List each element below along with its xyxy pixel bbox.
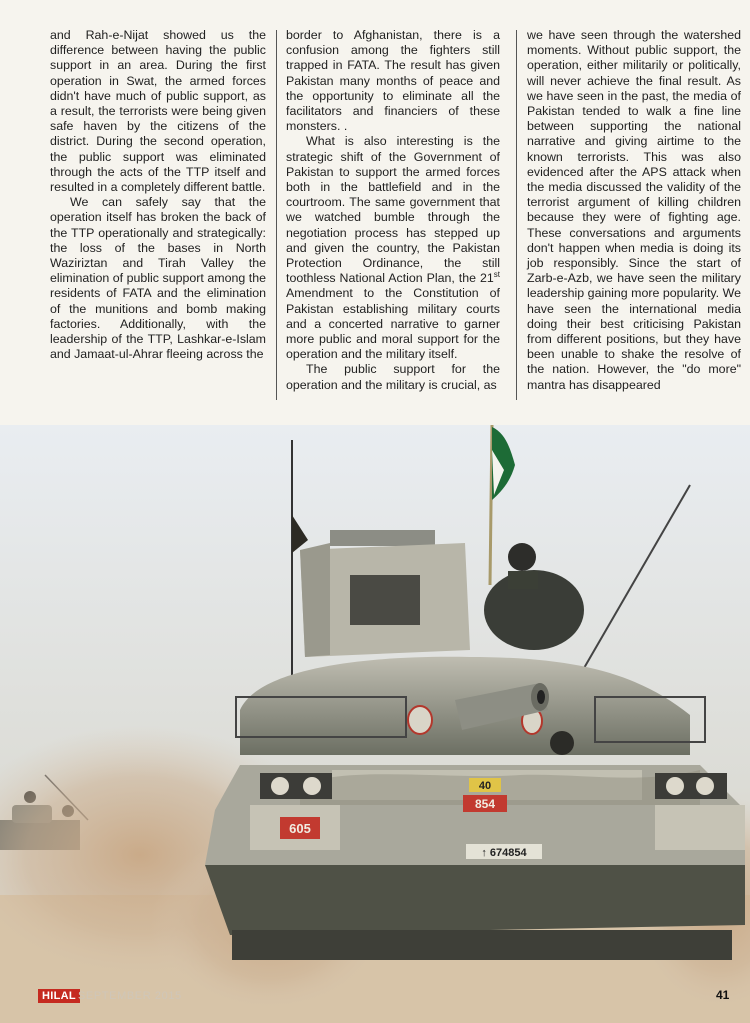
- turret-number: 40: [478, 780, 492, 792]
- page-number: 41: [716, 988, 730, 1002]
- column-2-paragraph-2: [286, 134, 500, 362]
- column-divider: [516, 30, 517, 400]
- flag-pole: [490, 425, 492, 585]
- magazine-logo: HILAL: [38, 989, 80, 1003]
- column-1-paragraph-2: We can safely say that the operation itself has broken the back of the TTP operationally and strategically: the loss of the bases in North Waziriztan and Tirah Valley the elimination of public support among the residents of FATA and the elimination of the munitions and bomb making factories. Additionally, with the leadership of the TTP, Lashkar-e-Islam and Jamaat-ul-Ahrar fleeing across the: [50, 195, 266, 362]
- issue-date: SEPTEMBER 2015: [78, 990, 182, 1002]
- hull-number: 854: [474, 797, 496, 811]
- ordinal-suffix: st: [493, 270, 500, 280]
- column-1-paragraph-1: and Rah-e-Nijat showed us the difference between having the public support in an area. During the first operation in Swat, the armed forces didn't have much of public support, as a result, the terrorists were being given safe haven by the citizens of the district. During the second operation, the public support was eliminated through the acts of the TTP itself and resulted in a completely different battle.: [50, 28, 266, 195]
- paragraph-text: What is also interesting is the strategic shift of the Government of Pakistan to support the armed forces both in the battlefield and in the courtroom. The same government that we watched bumble through the negotiation process has stepped up and given the country, the Pakistan Protection Ordinance, the still toothless National Action Plan, the 21: [286, 134, 500, 286]
- column-2-paragraph-3: The public support for the operation and the military is crucial, as: [286, 362, 500, 392]
- tank-photo-illustration: [0, 425, 750, 1023]
- article-column-2: [286, 28, 500, 393]
- paragraph-text-continued: Amendment to the Constitution of Pakistan establishing military courts and a concerted narrative to garner more public and moral support for the operation and the military itself.: [286, 286, 500, 362]
- side-number: 605: [289, 821, 311, 836]
- column-2-paragraph-1: border to Afghanistan, there is a confusion among the fighters still trapped in FATA. The result has given Pakistan many months of peace and the opportunity to eliminate all the facilitators and financiers of these monsters. .: [286, 28, 500, 134]
- number-plate: ↑ 674854: [481, 847, 527, 859]
- turret-mount: [300, 530, 470, 657]
- article-column-3: [527, 28, 741, 393]
- column-divider: [276, 30, 277, 400]
- driver: [550, 731, 574, 755]
- tank-photograph: [0, 425, 750, 1023]
- column-3-paragraph-1: we have seen through the watershed moments. Without public support, the operation, either militarily or politically, will never achieve the final result. As we have seen in the past, the media of Pakistan tended to walk a fine line between supporting the national narrative and giving airtime to the known terrorists. This was also evidenced after the APS attack when the media discussed the validity of the terrorist argument of killing children because they were of fighting age. These conversations and arguments don't happen when media is doing its job responsibly. Since the start of Zarb-e-Azb, we have seen the military leadership gaining more popularity. We have seen the international media doing their best criticising Pakistan from different positions, but they have been unable to shake the resolve of the nation. However, the "do more" mantra has disappeared: [527, 28, 741, 392]
- article-column-1: [50, 28, 266, 362]
